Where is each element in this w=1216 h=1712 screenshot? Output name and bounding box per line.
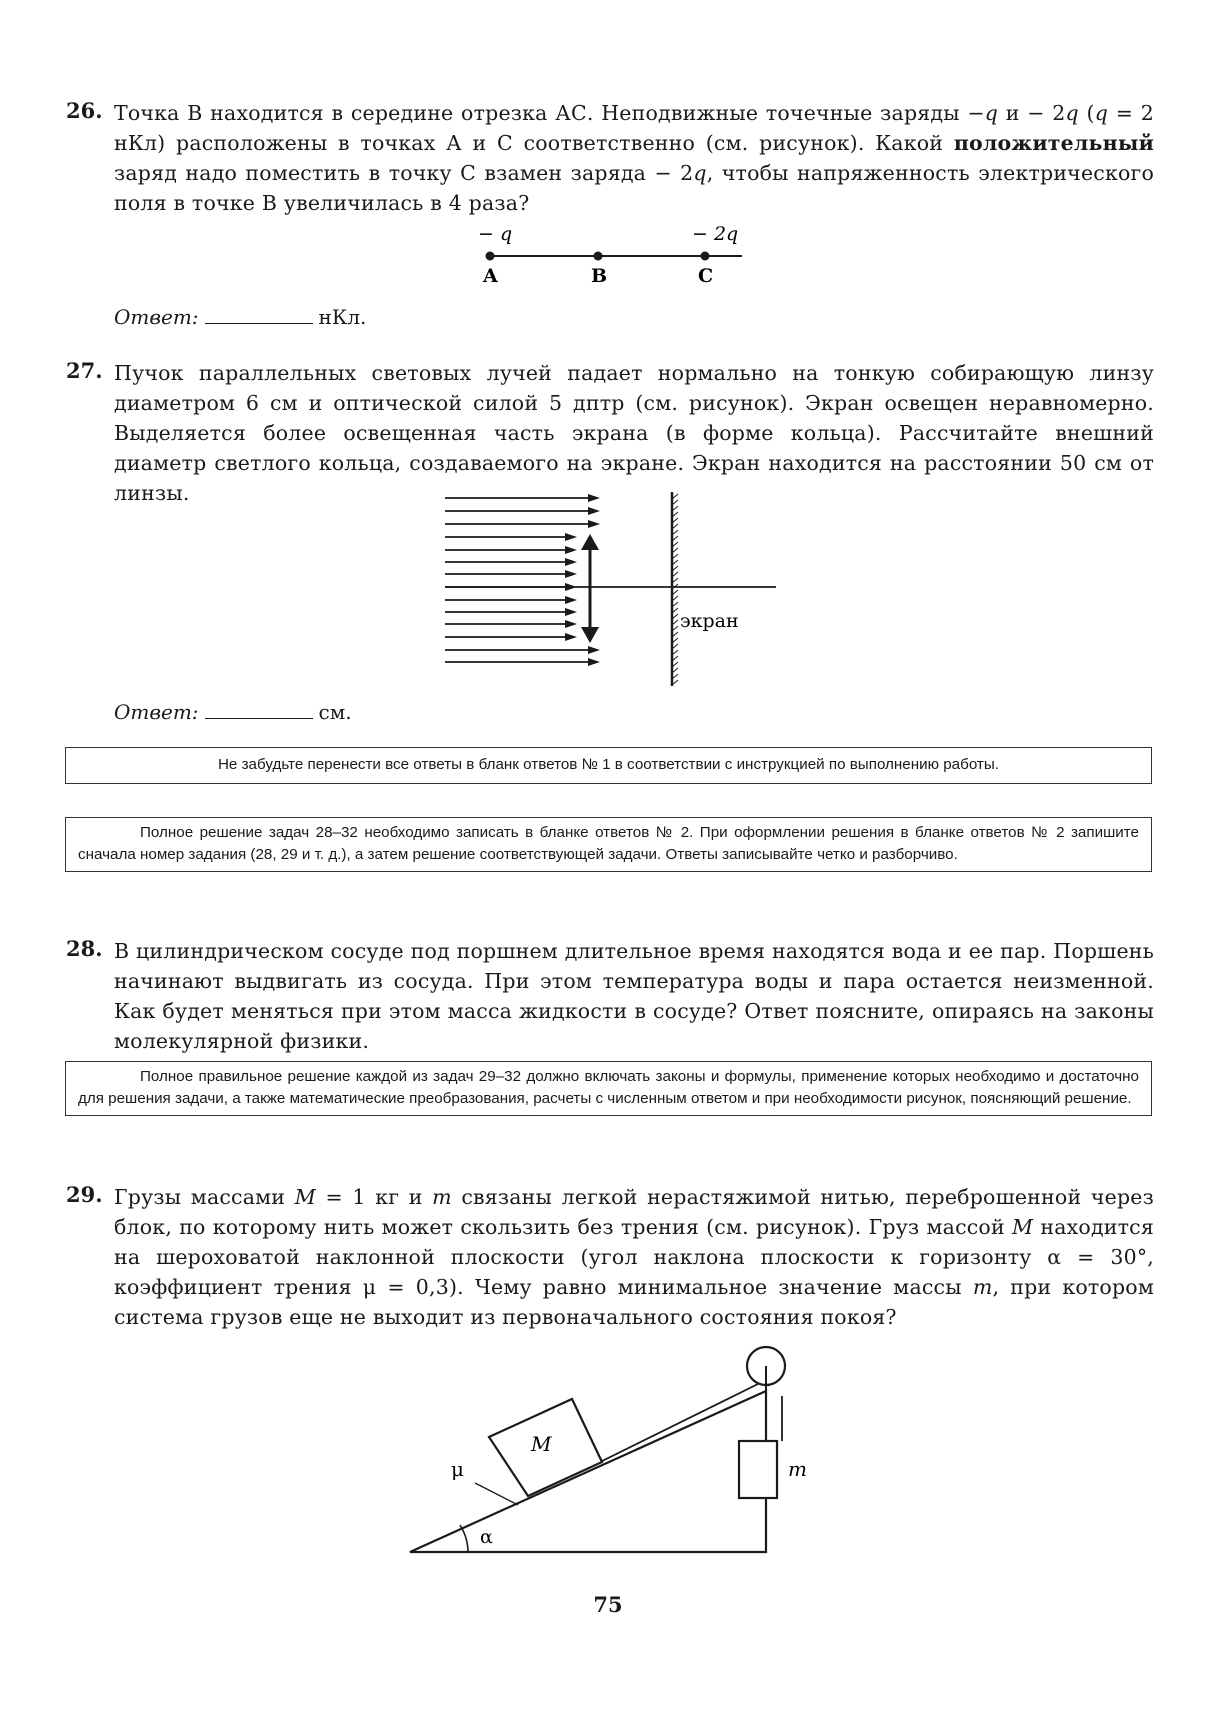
answer-unit: см.: [318, 700, 352, 724]
block-m: [739, 1441, 777, 1498]
light-ray: [445, 494, 600, 502]
task-27-text: Пучок параллельных световых лучей падает нормально на тонкую собирающую линзу диаметром 6 см и оптической силой 5 дптр (см. рисунок). Экран освещен неравномерно. Выделяется более освещенная часть экрана (в форме кольца). Рассчитайте внешний диаметр светлого кольца, создаваемого на экране. Экран находится на расстоянии 50 см от линзы.: [114, 361, 1154, 505]
point-a-dot: [486, 252, 495, 261]
point-c-dot: [701, 252, 710, 261]
task-26-figure: [470, 222, 750, 292]
task-29-text: Грузы массами M = 1 кг и m связаны легкой нерастяжимой нитью, переброшенной через блок, по которому нить может скользить без трения (см. рисунок). Груз массой M находится на шероховатой наклонной плоскости (угол наклона плоскости к горизонту α = 30°, коэффициент трения μ = 0,3). Чему равно минимальное значение массы m, при котором система грузов еще не выходит из первоначального состояния покоя?: [114, 1185, 1154, 1329]
point-c-label: C: [698, 265, 714, 287]
light-ray: [445, 546, 577, 554]
task-28-number: 28.: [66, 936, 103, 961]
light-ray: [445, 620, 577, 628]
light-ray: [445, 533, 577, 541]
task-27-figure: [440, 490, 780, 690]
lens: [581, 534, 599, 643]
note-transfer-text: Не забудьте перенести все ответы в бланк ответов № 1 в соответствии с инструкцией по выполнению работы.: [217, 756, 1000, 773]
mu-label: μ: [451, 1457, 464, 1481]
answer-blank[interactable]: [205, 700, 313, 719]
task-26-number: 26.: [66, 98, 103, 123]
point-b-label: B: [591, 265, 608, 287]
note-full-solution-text: Полное решение задач 28–32 необходимо записать в бланке ответов № 2. При оформлении решения в бланке ответов № 2 запишите сначала номер задания (28, 29 и т. д.), а затем решение соответствующей задачи. Ответы записывайте четко и разборчиво.: [78, 824, 1139, 863]
light-ray: [445, 558, 577, 566]
task-29: [66, 1182, 1154, 1332]
answer-unit: нКл.: [318, 305, 367, 329]
light-rays: [445, 494, 600, 666]
answer-label: Ответ:: [114, 305, 199, 329]
light-ray: [445, 608, 577, 616]
alpha-label: α: [480, 1526, 493, 1548]
light-ray: [445, 507, 600, 515]
mass-M-label: M: [531, 1432, 552, 1456]
task-28: [66, 936, 1154, 1056]
light-ray: [445, 596, 577, 604]
mu-leader: [475, 1483, 518, 1505]
task-27: [66, 358, 1154, 508]
note-correct-solution: [65, 1061, 1152, 1116]
screen-label: экран: [680, 610, 739, 632]
charge-c-label: − 2q: [692, 223, 739, 245]
task-26: [66, 98, 1154, 218]
thread-incline: [584, 1384, 758, 1470]
task-27-answer: [114, 700, 352, 724]
task-26-answer: [114, 305, 366, 329]
light-ray: [445, 570, 577, 578]
light-ray: [445, 646, 600, 654]
task-28-text: В цилиндрическом сосуде под поршнем длительное время находятся вода и ее пар. Поршень начинают выдвигать из сосуда. При этом температура воды и пара остается неизменной. Как будет меняться при этом масса жидкости в сосуде? Ответ поясните, опираясь на законы молекулярной физики.: [114, 939, 1154, 1053]
light-ray: [445, 658, 600, 666]
note-correct-solution-text: Полное правильное решение каждой из задач 29–32 должно включать законы и формулы, применение которых необходимо и достаточно для решения задачи, а также математические преобразования, расчеты с численным ответом и при необходимости рисунок, поясняющий решение.: [78, 1068, 1139, 1107]
task-27-number: 27.: [66, 358, 103, 383]
charge-a-label: − q: [478, 223, 513, 245]
page-number: 75: [593, 1592, 623, 1617]
task-29-figure: [400, 1340, 807, 1560]
answer-label: Ответ:: [114, 700, 199, 724]
point-b-dot: [594, 252, 603, 261]
light-ray: [445, 520, 600, 528]
point-a-label: A: [483, 265, 498, 287]
screen: [672, 492, 678, 686]
task-26-text: Точка В находится в середине отрезка АС. Неподвижные точечные заряды −q и − 2q (q = 2 нКл) расположены в точках А и С соответственно (см. рисунок). Какой положительный заряд надо поместить в точку С взамен заряда − 2q, чтобы напряженность электрического поля в точке В увеличилась в 4 раза?: [114, 101, 1154, 215]
answer-blank[interactable]: [205, 305, 313, 324]
note-transfer-answers: [65, 747, 1152, 784]
task-29-number: 29.: [66, 1182, 103, 1207]
light-ray: [445, 633, 577, 641]
note-full-solution: [65, 817, 1152, 872]
mass-m-label: m: [788, 1457, 807, 1481]
